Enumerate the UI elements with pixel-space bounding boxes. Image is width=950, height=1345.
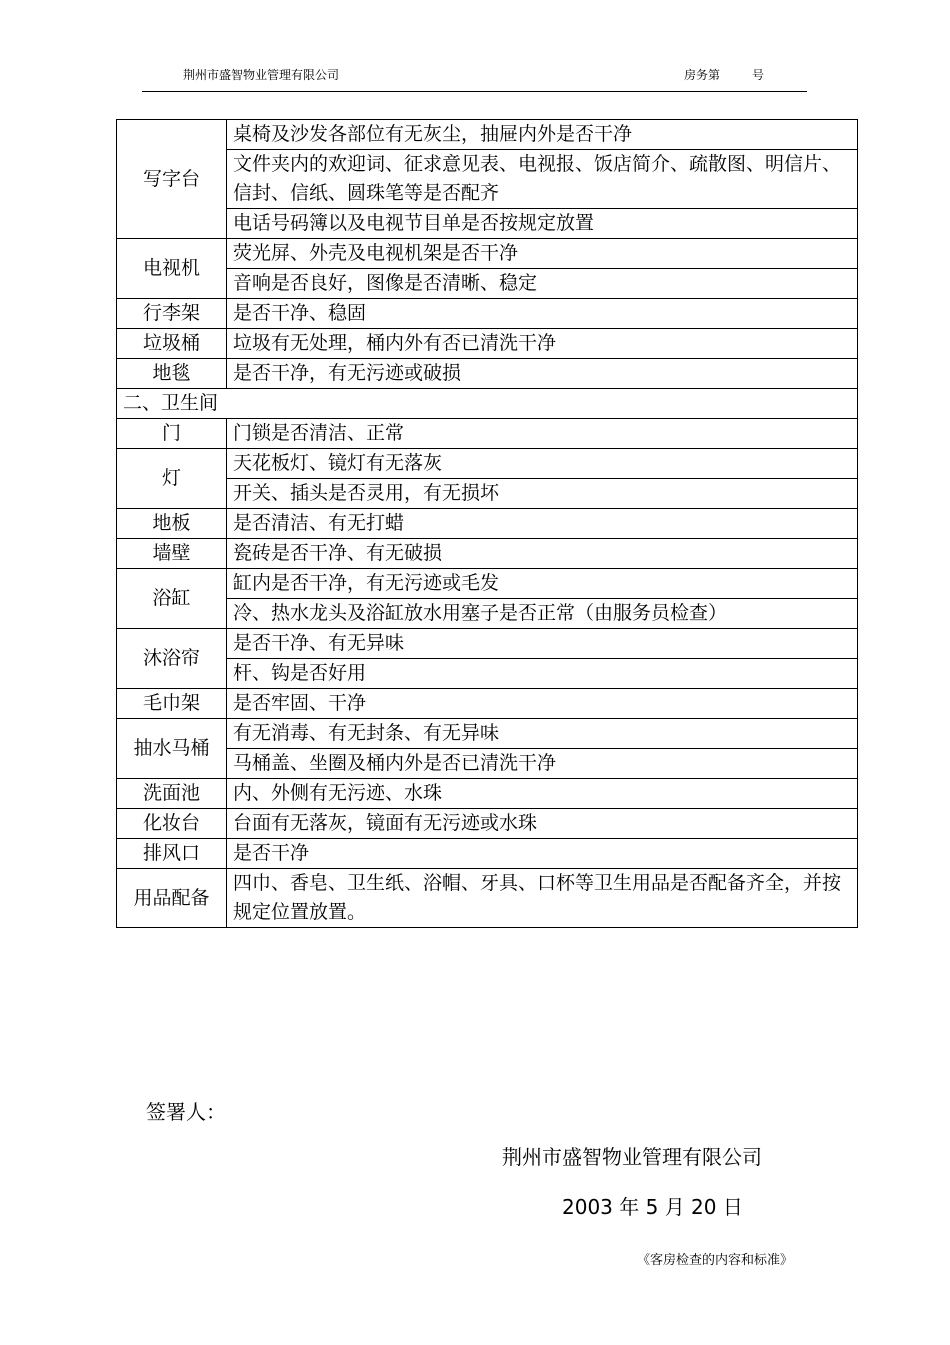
inspection-standard [227,749,858,779]
table-row [117,299,858,329]
inspection-standard-text: 是否干净，有无污迹或破损 [233,362,462,384]
inspection-item: 灯 [117,449,227,509]
inspection-standard [227,150,858,209]
table-row [117,869,858,928]
inspection-item: 排风口 [117,839,227,869]
inspection-item: 写字台 [117,120,227,239]
inspection-item: 洗面池 [117,779,227,809]
inspection-standard-text: 四巾、香皂、卫生纸、浴帽、牙具、口杯等卫生用品是否配备齐全，并按规定位置放置。 [233,872,842,923]
inspection-item: 抽水马桶 [117,719,227,779]
inspection-standard-text: 荧光屏、外壳及电视机架是否干净 [233,242,519,264]
header-room-number [684,66,764,83]
table-row [117,239,858,269]
inspection-standard [227,569,858,599]
header-divider [142,91,807,92]
inspection-item: 电视机 [117,239,227,299]
inspection-item: 沐浴帘 [117,629,227,689]
inspection-item: 地板 [117,509,227,539]
inspection-standard [227,419,858,449]
inspection-standard-text: 文件夹内的欢迎词、征求意见表、电视报、饭店简介、疏散图、明信片、信封、信纸、圆珠笔等是否配齐 [233,153,842,204]
inspection-standard-text: 音响是否良好，图像是否清晰、稳定 [233,272,538,294]
inspection-standard [227,659,858,689]
table-row [117,839,858,869]
inspection-standard-text: 电话号码簿以及电视节目单是否按规定放置 [233,212,595,234]
table-row [117,689,858,719]
inspection-standard-text: 是否清洁、有无打蜡 [233,512,405,534]
inspection-standard [227,269,858,299]
table-row [117,599,858,629]
footer-company-name: 荆州市盛智物业管理有限公司 [502,1145,762,1169]
inspection-standard-text: 台面有无落灰，镜面有无污迹或水珠 [233,812,538,834]
inspection-standard-text: 内、外侧有无污迹、水珠 [233,782,443,804]
table-row [117,569,858,599]
inspection-standard-text: 门锁是否清洁、正常 [233,422,405,444]
inspection-standard-text: 有无消毒、有无封条、有无异味 [233,722,500,744]
table-row [117,150,858,209]
table-row [117,479,858,509]
inspection-standard-text: 开关、插头是否灵用，有无损坏 [233,482,500,504]
table-row [117,359,858,389]
inspection-standard [227,209,858,239]
section-row [117,389,858,419]
table-row [117,209,858,239]
inspection-item: 门 [117,419,227,449]
inspection-item: 化妆台 [117,809,227,839]
inspection-standard-text: 是否牢固、干净 [233,692,367,714]
inspection-standard-text: 是否干净、有无异味 [233,632,405,654]
inspection-standard [227,689,858,719]
inspection-item: 用品配备 [117,869,227,928]
table-row [117,269,858,299]
table-row [117,749,858,779]
inspection-standard-text: 是否干净、稳固 [233,302,367,324]
header-company-name: 荆州市盛智物业管理有限公司 [183,68,340,82]
inspection-standard-text: 天花板灯、镜灯有无落灰 [233,452,443,474]
table-row [117,719,858,749]
table-row [117,329,858,359]
section-heading: 二、卫生间 [117,389,858,419]
table-row [117,120,858,150]
footer-date: 2003 年 5 月 20 日 [562,1195,743,1219]
inspection-standard-text: 瓷砖是否干净、有无破损 [233,542,443,564]
inspection-standard-text: 冷、热水龙头及浴缸放水用塞子是否正常（由服务员检查） [233,602,728,624]
inspection-item: 毛巾架 [117,689,227,719]
inspection-standard [227,329,858,359]
inspection-item: 垃圾桶 [117,329,227,359]
room-number-label: 号 [752,68,765,82]
inspection-standard [227,809,858,839]
inspection-item: 行李架 [117,299,227,329]
inspection-item: 浴缸 [117,569,227,629]
inspection-standard [227,719,858,749]
inspection-item: 墙壁 [117,539,227,569]
inspection-standard [227,509,858,539]
footer-document-title: 《客房检查的内容和标准》 [637,1253,794,1268]
inspection-standard [227,539,858,569]
inspection-standard [227,120,858,150]
inspection-standard [227,779,858,809]
table-row [117,659,858,689]
inspection-standard [227,869,858,928]
inspection-standard-text: 垃圾有无处理，桶内外有否已清洗干净 [233,332,557,354]
inspection-standard-text: 杆、钩是否好用 [233,662,367,684]
inspection-standard-text: 桌椅及沙发各部位有无灰尘，抽屉内外是否干净 [233,123,633,145]
inspection-standard [227,299,858,329]
inspection-standard [227,479,858,509]
inspection-item: 地毯 [117,359,227,389]
table-row [117,509,858,539]
inspection-standard [227,449,858,479]
room-label: 房务第 [684,68,721,82]
table-row [117,539,858,569]
table-row [117,449,858,479]
table-row [117,419,858,449]
inspection-standard-text: 缸内是否干净，有无污迹或毛发 [233,572,500,594]
inspection-standard [227,839,858,869]
table-row [117,779,858,809]
inspection-standard [227,599,858,629]
table-row [117,809,858,839]
inspection-standard-text: 马桶盖、坐圈及桶内外是否已清洗干净 [233,752,557,774]
inspection-standard [227,359,858,389]
table-row [117,629,858,659]
inspection-standard [227,629,858,659]
signer-label: 签署人： [146,1100,226,1124]
inspection-standard [227,239,858,269]
inspection-standard-text: 是否干净 [233,842,310,864]
inspection-checklist-table [116,119,858,928]
